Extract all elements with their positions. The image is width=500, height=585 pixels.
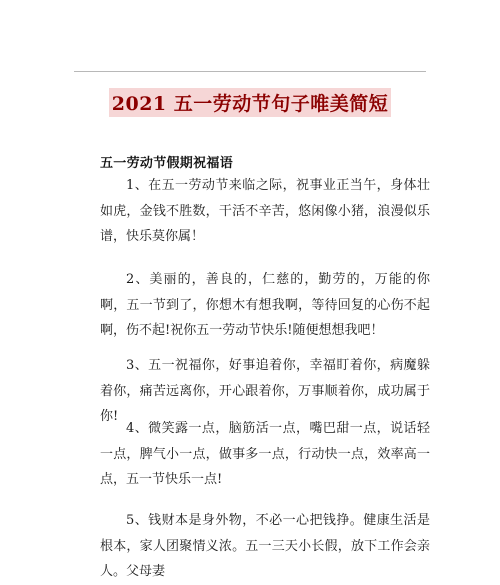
page-title: 2021 五一劳动节句子唯美简短 [109, 88, 392, 117]
header-divider [74, 71, 426, 72]
paragraph-4: 4、微笑露一点，脑筋活一点，嘴巴甜一点，说话轻一点，脾气小一点，做事多一点，行动快一点，效率高一点，五一节快乐一点! [100, 421, 430, 487]
title-container [0, 88, 500, 117]
paragraph-2: 2、美丽的，善良的，仁慈的，勤劳的，万能的你啊，五一节到了，你想木有想我啊，等待回复的心伤不起啊，伤不起!祝你五一劳动节快乐!随便想想我吧！ [100, 272, 430, 338]
paragraph-3: 3、五一祝福你，好事追着你，幸福盯着你，病魔躲着你，痛苦远离你，开心跟着你，万事顺着你，成功属于你! [100, 358, 430, 424]
paragraph-1: 1、在五一劳动节来临之际，祝事业正当午，身体壮如虎，金钱不胜数，干活不辛苦，悠闲像小猪，浪漫似乐谱，快乐莫你属！ [100, 178, 430, 244]
paragraph-5: 5、钱财本是身外物，不必一心把钱挣。健康生活是根本，家人团聚情义浓。五一三天小长假，放下工作会亲人。父母妻 [100, 513, 430, 579]
section-heading: 五一劳动节假期祝福语 [100, 156, 234, 171]
